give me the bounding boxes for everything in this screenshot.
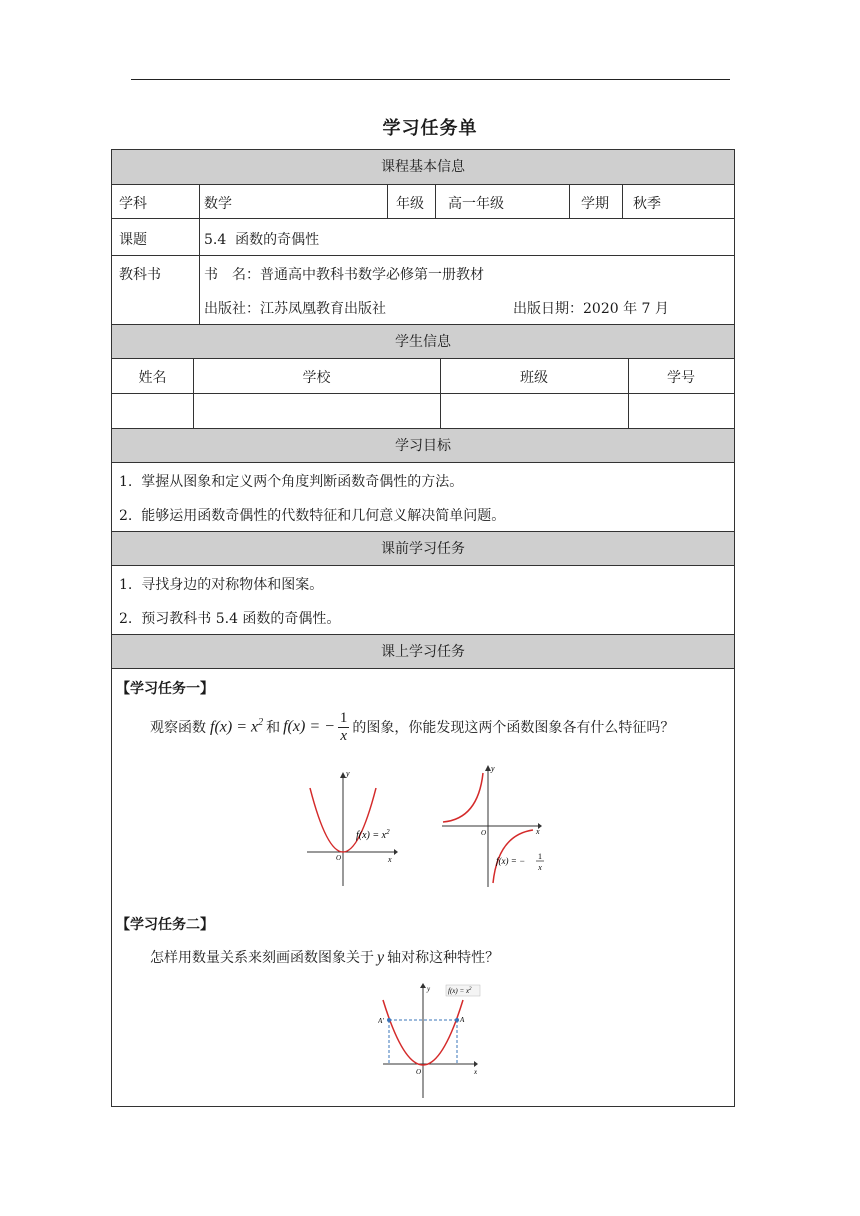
task2-text-before: 怎样用数量关系来刻画函数图象关于 — [150, 950, 374, 966]
header-rule — [131, 79, 730, 80]
grade-label: 年级 — [396, 196, 424, 212]
task2-question — [150, 947, 499, 967]
task1-text-before: 观察函数 — [150, 720, 206, 736]
student-col-class: 班级 — [520, 370, 548, 386]
topic-value: 5.4 函数的奇偶性 — [204, 232, 320, 248]
task2-var: y — [377, 949, 385, 966]
graph1-x-label: x — [388, 855, 392, 864]
pub-date-value: 2020 年 7 月 — [583, 301, 669, 317]
publisher-label: 出版社： — [204, 301, 260, 317]
goal-item-2: 2. 能够运用函数奇偶性的代数特征和几何意义解决简单问题。 — [119, 508, 506, 524]
book-name-label: 书 名： — [204, 267, 260, 283]
task1-text-after: 的图象，你能发现这两个函数图象各有什么特征吗？ — [352, 720, 675, 736]
graph3-x-label: x — [474, 1068, 478, 1076]
graph3-x-arrow — [474, 1061, 478, 1067]
section-header-pre-tasks: 课前学习任务 — [112, 531, 734, 565]
pub-date-label: 出版日期： — [513, 301, 583, 317]
graph1-y-label: y — [346, 769, 350, 778]
term-label: 学期 — [581, 196, 609, 212]
term-value: 秋季 — [633, 196, 661, 212]
textbook-label: 教科书 — [119, 267, 161, 283]
graph2-y-label: y — [491, 764, 495, 773]
task1-title: 【学习任务一】 — [116, 681, 214, 697]
subject-label: 学科 — [119, 196, 147, 212]
graph3-point-a — [455, 1018, 459, 1022]
graph2-label-den: x — [538, 863, 542, 872]
task1-fraction: $\frac{1}{x}$ — [339, 709, 348, 744]
section-header-course-info: 课程基本信息 — [112, 150, 734, 184]
graph2-x-label: x — [536, 827, 540, 836]
task1-question — [150, 707, 674, 747]
task1-connector: 和 — [266, 720, 281, 736]
student-col-name: 姓名 — [138, 370, 167, 386]
publisher-value: 江苏凤凰教育出版社 — [260, 301, 386, 317]
graph3-label: $f(x) = x^2$ — [448, 987, 472, 995]
topic-label: 课题 — [119, 232, 147, 248]
pre-task-item-1: 1. 寻找身边的对称物体和图案。 — [119, 577, 324, 593]
graph2-label-num: 1 — [538, 852, 542, 861]
task1-formula-1: $f(x) = x^2$ — [210, 717, 264, 736]
task2-text-after: 轴对称这种特性？ — [387, 950, 500, 966]
graph3-y-arrow — [420, 983, 426, 988]
section-header-class-tasks: 课上学习任务 — [112, 634, 734, 668]
graph1-origin: O — [336, 854, 342, 862]
section-header-goals: 学习目标 — [112, 428, 734, 462]
graph2-label: f(x) = − — [496, 856, 526, 866]
task2-title: 【学习任务二】 — [116, 917, 214, 933]
pub-date-row — [513, 298, 669, 318]
graph3-y-label: y — [427, 985, 431, 993]
task1-graph-parabola — [302, 766, 402, 891]
goal-item-1: 1. 掌握从图象和定义两个角度判断函数奇偶性的方法。 — [119, 474, 464, 490]
graph2-origin: O — [481, 829, 487, 837]
graph3-a-label: A — [460, 1016, 465, 1024]
student-col-school: 学校 — [302, 370, 331, 386]
page-title: 学习任务单 — [382, 118, 478, 139]
student-col-id: 学号 — [667, 370, 695, 386]
graph1-x-arrow — [394, 849, 398, 855]
task-sheet-table — [111, 149, 735, 1107]
section-header-student-info: 学生信息 — [112, 324, 734, 358]
subject-value: 数学 — [204, 196, 232, 212]
task1-graph-hyperbola — [438, 761, 552, 889]
graph2-curve-left — [443, 773, 483, 822]
publisher-row — [204, 298, 386, 318]
book-name-row — [204, 264, 484, 284]
task1-formula-2: f(x) = − — [283, 718, 335, 735]
task2-graph-parabola — [378, 982, 482, 1102]
pre-task-item-2: 2. 预习教科书 5.4 函数的奇偶性。 — [119, 611, 341, 627]
grade-value: 高一年级 — [448, 196, 504, 212]
graph3-a-prime-label: A′ — [378, 1017, 384, 1025]
book-name-value: 普通高中教科书数学必修第一册教材 — [260, 267, 484, 283]
graph3-origin: O — [416, 1068, 422, 1076]
graph3-point-a-prime — [387, 1018, 391, 1022]
graph1-label: $f(x) = x^2$ — [356, 828, 390, 841]
